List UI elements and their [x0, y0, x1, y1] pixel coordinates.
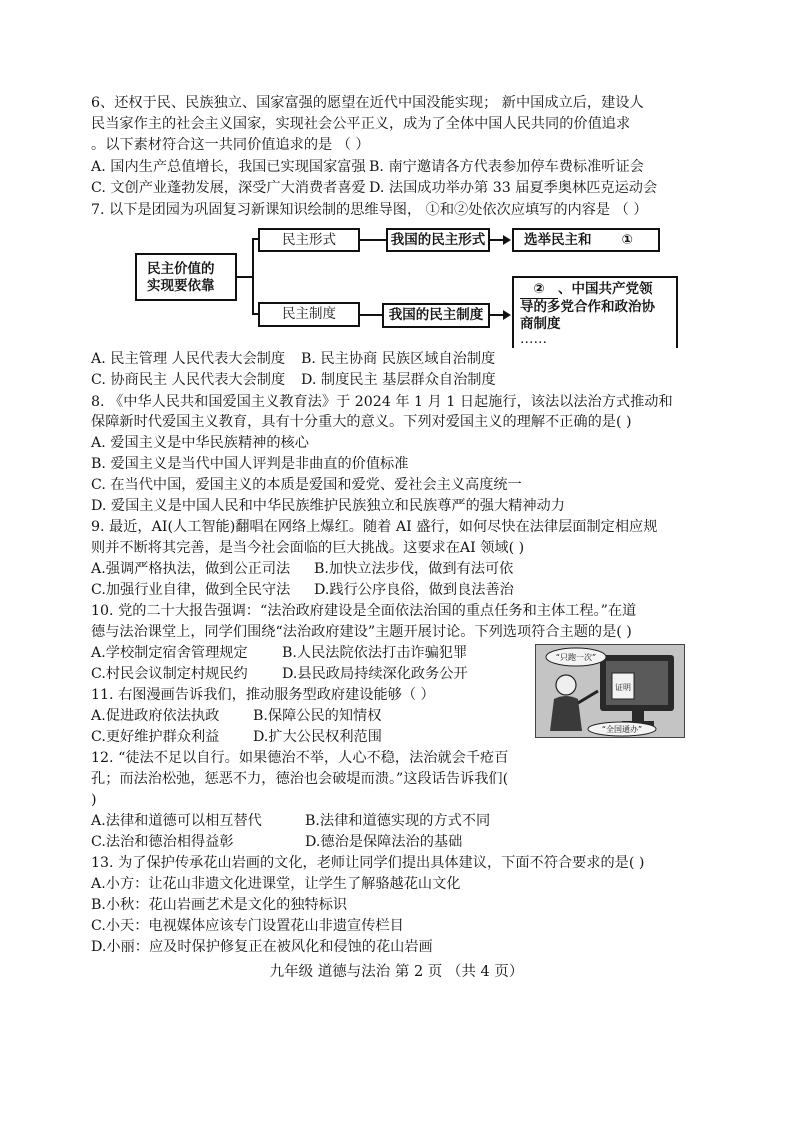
arrow-head-top [503, 235, 511, 245]
q10-options-cd [91, 665, 468, 683]
page-footer: 九年级 道德与法治 第 2 页 （共 4 页） [269, 964, 524, 980]
q12-option-d: D.德治是保障法治的基础 [305, 834, 463, 850]
mindmap-our-form: 我国的民主形式 [386, 228, 490, 252]
q10-option-a: A.学校制定宿舍管理规定 [91, 645, 248, 661]
q9-options-cd [91, 581, 514, 599]
q13-stem: 13. 为了保护传承花山岩画的文化，老师让同学们提出具体建议，下面不符合要求的是( ) [91, 855, 645, 871]
q9-option-b: B.加快立法步伐，做到有法可依 [314, 561, 514, 577]
q10-stem-line2: 德与法治课堂上，同学们围绕“法治政府建设”主题开展讨论。下列选项符合主题的是( ) [91, 624, 632, 640]
q12-stem-line3: ) [91, 792, 97, 808]
q6-stem-line1: 6、还权于民、民族独立、国家富强的愿望在近代中国没能实现； 新中国成立后，建设人 [91, 95, 644, 111]
q13-option-b: B.小秋：花山岩画艺术是文化的独特标识 [91, 897, 348, 913]
q10-options-ab [91, 644, 468, 662]
q7-option-c: C. 协商民主 人民代表大会制度 [91, 372, 286, 388]
connector-vertical [252, 238, 254, 315]
q9-stem-line2: 则并不断将其完善，是当今社会面临的巨大挑战。这要求在AI 领域( ) [91, 540, 525, 556]
cppcc-line3: 商制度 [520, 316, 561, 332]
blank-1: ① [602, 230, 652, 251]
cppcc-ellipsis: …… [520, 331, 547, 347]
q12-option-a: A.法律和道德可以相互替代 [91, 813, 262, 829]
q6-options-ab [91, 158, 644, 176]
q7-stem: 7. 以下是团园为巩固复习新课知识绘制的思维导图， ①和②处依次应填写的内容是 （ ） [91, 202, 648, 218]
q11-stem: 11. 右图漫画告诉我们，推动服务型政府建设能够（ ） [91, 687, 435, 703]
q11-option-a: A.促进政府依法执政 [91, 708, 220, 724]
q11-options-ab [91, 707, 382, 725]
mindmap-system: 民主制度 [258, 302, 360, 327]
q10-stem-line1: 10. 党的二十大报告强调：“法治政府建设是全面依法治国的重点任务和主体工程。”在道 [91, 603, 637, 619]
q6-option-d: D. 法国成功举办第 33 届夏季奥林匹克运动会 [369, 180, 658, 196]
q11-options-cd [91, 728, 382, 746]
q12-option-b: B.法律和道德实现的方式不同 [305, 813, 491, 829]
q9-option-d: D.践行公序良俗，做到良法善治 [314, 582, 514, 598]
q12-stem-line1: 12. “徒法不足以自行。如果德治不举，人心不稳，法治就会千疮百 [91, 750, 509, 766]
q13-option-c: C.小天：电视媒体应该专门设置花山非遗宣传栏目 [91, 918, 404, 934]
mindmap-root: 民主价值的 实现要依靠 [135, 253, 237, 301]
q7-options-cd [91, 371, 496, 389]
q6-option-c: C. 文创产业蓬勃发展，深受广大消费者喜爱 [91, 180, 366, 196]
q11-option-d: D.扩大公民权利范围 [253, 729, 382, 745]
connector-system [360, 314, 382, 316]
q6-stem-line3: 。以下素材符合这一共同价值追求的是 （ ） [91, 137, 370, 153]
election-label: 选举民主和 [524, 232, 592, 248]
cartoon-drawing [536, 645, 684, 737]
q11-option-c: C.更好维护群众利益 [91, 729, 220, 745]
q12-option-c: C.法治和德治相得益彰 [91, 834, 234, 850]
q7-options-ab [91, 350, 496, 368]
q8-option-a: A. 爱国主义是中华民族精神的核心 [91, 435, 309, 451]
q8-option-d: D. 爱国主义是中国人民和中华民族维护民族独立和民族尊严的强大精神动力 [91, 498, 565, 514]
arrow-line-top [490, 239, 504, 241]
cartoon-doc-label: 证明 [615, 683, 631, 692]
q8-stem-line2: 保障新时代爱国主义教育，具有十分重大的意义。下列对爱国主义的理解不正确的是( ) [91, 414, 632, 430]
mindmap-our-system: 我国的民主制度 [382, 303, 490, 328]
q10-option-d: D.县民政局持续深化政务公开 [282, 666, 468, 682]
q9-option-c: C.加强行业自律，做到全民守法 [91, 582, 291, 598]
q12-options-cd [91, 833, 463, 851]
q6-options-cd [91, 179, 658, 197]
q13-option-a: A.小方：让花山非遗文化进课堂，让学生了解骆越花山文化 [91, 876, 461, 892]
cppcc-line1 [520, 281, 670, 299]
mindmap-cppcc [512, 276, 678, 348]
q7-option-b: B. 民主协商 民族区域自治制度 [301, 351, 496, 367]
q7-option-d: D. 制度民主 基层群众自治制度 [301, 372, 496, 388]
q11-cartoon-image [535, 644, 685, 738]
q10-option-b: B.人民法院依法打击诈骗犯罪 [282, 645, 468, 661]
q9-option-a: A.强调严格执法，做到公正司法 [91, 561, 291, 577]
q6-option-b: B. 南宁邀请各方代表参加停车费标准听证会 [369, 159, 644, 175]
q12-stem-line2: 孔；而法治松弛，惩恶不力，德治也会破堤而溃。”这段话告诉我们( [91, 771, 509, 787]
cppcc-line2: 导的多党合作和政治协 [520, 299, 655, 315]
q10-option-c: C.村民会议制定村规民约 [91, 666, 248, 682]
q6-option-a: A. 国内生产总值增长，我国已实现国家富强 [91, 159, 366, 175]
mindmap-election [512, 228, 660, 252]
arrow-line-bottom [490, 314, 504, 316]
q6-stem-line2: 民当家作主的社会主义国家，实现社会公平正义，成为了全体中国人民共同的价值追求 [91, 116, 631, 132]
q9-options-ab [91, 560, 514, 578]
q9-stem-line1: 9. 最近，AI(人工智能)翻唱在网络上爆红。随着 AI 盛行，如何尽快在法律层面制定相应规 [91, 519, 658, 535]
cppcc-text-1: 、中国共产党领 [558, 281, 653, 297]
q8-option-c: C. 在当代中国，爱国主义的本质是爱国和爱党、爱社会主义高度统一 [91, 477, 522, 493]
q12-options-ab [91, 812, 491, 830]
arrow-head-bottom [503, 310, 511, 320]
q7-option-a: A. 民主管理 人民代表大会制度 [91, 351, 286, 367]
connector-form [360, 239, 386, 241]
q13-option-d: D.小丽：应及时保护修复正在被风化和侵蚀的花山岩画 [91, 939, 433, 955]
cartoon-bubble-top: “只跑一次” [555, 653, 597, 662]
blank-2: ② [520, 281, 558, 299]
q11-option-b: B.保障公民的知情权 [253, 708, 382, 724]
q8-stem-line1: 8. 《中华人民共和国爱国主义教育法》于 2024 年 1 月 1 日起施行，该法以法治方式推动和 [91, 394, 673, 410]
mindmap-form: 民主形式 [258, 228, 360, 252]
q8-option-b: B. 爱国主义是当代中国人评判是非曲直的价值标准 [91, 456, 409, 472]
cartoon-bubble-bottom: “全国通办” [601, 725, 643, 734]
